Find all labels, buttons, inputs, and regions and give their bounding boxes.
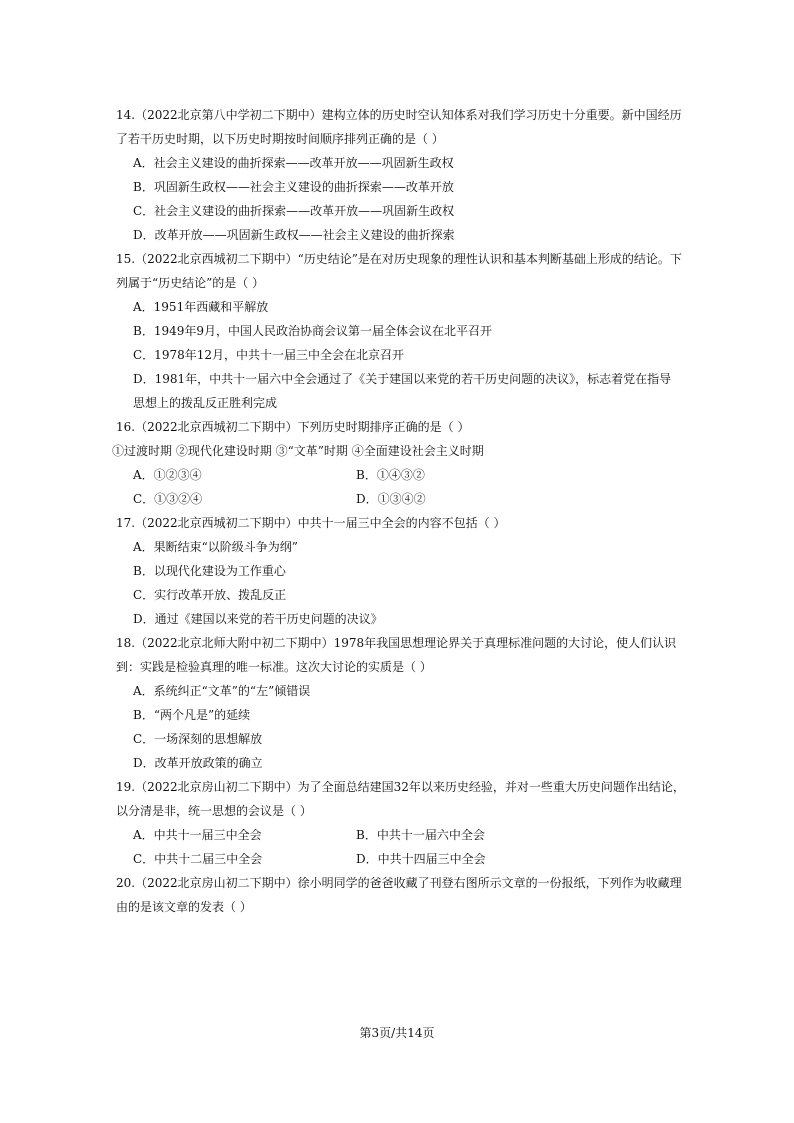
question-18-option-b: B．“两个凡是”的延续: [133, 708, 251, 722]
question-16-option-a: A．①②③④: [133, 468, 202, 482]
question-14-option-a: A．社会主义建设的曲折探索——改革开放——巩固新生政权: [133, 156, 454, 170]
question-15-option-d-cont: 思想上的拨乱反正胜利完成: [133, 396, 278, 410]
question-17-line-1: 17.（2022北京西城初二下期中）中共十一届三中全会的内容不包括（ ）: [116, 516, 506, 530]
question-15-option-b: B．1949年9月，中国人民政治协商会议第一届全体会议在北平召开: [133, 324, 492, 338]
question-14-option-c: C．社会主义建设的曲折探索——改革开放——巩固新生政权: [133, 204, 455, 218]
question-16-option-b: B．①④③②: [356, 468, 425, 482]
question-19-line-1: 19.（2022北京房山初二下期中）为了全面总结建国32年以来历史经验，并对一些重大历史问题作出结论，: [116, 780, 685, 794]
question-14-line-1: 14.（2022北京第八中学初二下期中）建构立体的历史时空认知体系对我们学习历史十分重要。新中国经历: [116, 108, 682, 122]
question-20-line-1: 20.（2022北京房山初二下期中）徐小明同学的爸爸收藏了刊登右图所示文章的一份报纸，下列作为收藏理: [116, 876, 682, 890]
question-18-option-a: A．系统纠正“文革”的“左”倾错误: [133, 684, 311, 698]
question-16-line-2: ①过渡时期 ②现代化建设时期 ③“文革”时期 ④全面建设社会主义时期: [112, 444, 484, 458]
question-17-option-b: B．以现代化建设为工作重心: [133, 564, 286, 578]
question-16-option-d: D．①③④②: [356, 492, 426, 506]
page-footer: 第3页/共14页: [359, 1026, 435, 1040]
question-18-line-2: 到：实践是检验真理的唯一标准。这次大讨论的实质是（ ）: [116, 660, 432, 674]
question-15-option-c: C．1978年12月，中共十一届三中全会在北京召开: [133, 348, 404, 362]
question-15-option-d: D．1981年，中共十一届六中全会通过了《关于建国以来党的若干历史问题的决议》，标志着党在指导: [133, 372, 672, 386]
question-19-option-b: B．中共十一届六中全会: [356, 828, 485, 842]
question-16-option-c: C．①③②④: [133, 492, 203, 506]
question-19-option-c: C．中共十二届三中全会: [133, 852, 263, 866]
question-17-option-a: A．果断结束“以阶级斗争为纲”: [133, 540, 298, 554]
question-18-line-1: 18.（2022北京北师大附中初二下期中）1978年我国思想理论界关于真理标准问题的大讨论，使人们认识: [116, 636, 677, 650]
question-19-line-2: 以分清是非，统一思想的会议是（ ）: [116, 804, 312, 818]
question-17-option-d: D．通过《建国以来党的若干历史问题的决议》: [133, 612, 383, 626]
question-19-option-d: D．中共十四届三中全会: [356, 852, 486, 866]
question-19-option-a: A．中共十一届三中全会: [133, 828, 262, 842]
question-17-option-c: C．实行改革开放、拨乱反正: [133, 588, 287, 602]
question-14-option-d: D．改革开放——巩固新生政权——社会主义建设的曲折探索: [133, 228, 455, 242]
question-18-option-c: C．一场深刻的思想解放: [133, 732, 263, 746]
question-16-line-1: 16.（2022北京西城初二下期中）下列历史时期排序正确的是（ ）: [116, 420, 470, 434]
question-15-line-2: 列属于“历史结论”的是（ ）: [116, 276, 265, 290]
question-20-line-2: 由的是该文章的发表（ ）: [116, 900, 252, 914]
question-18-option-d: D．改革开放政策的确立: [133, 756, 263, 770]
question-14-line-2: 了若干历史时期，以下历史时期按时间顺序排列正确的是（ ）: [116, 132, 444, 146]
question-15-line-1: 15.（2022北京西城初二下期中）“历史结论”是在对历史现象的理性认识和基本判断基础上形成的结论。下: [116, 252, 682, 266]
question-14-option-b: B．巩固新生政权——社会主义建设的曲折探索——改革开放: [133, 180, 454, 194]
question-15-option-a: A．1951年西藏和平解放: [133, 300, 269, 314]
